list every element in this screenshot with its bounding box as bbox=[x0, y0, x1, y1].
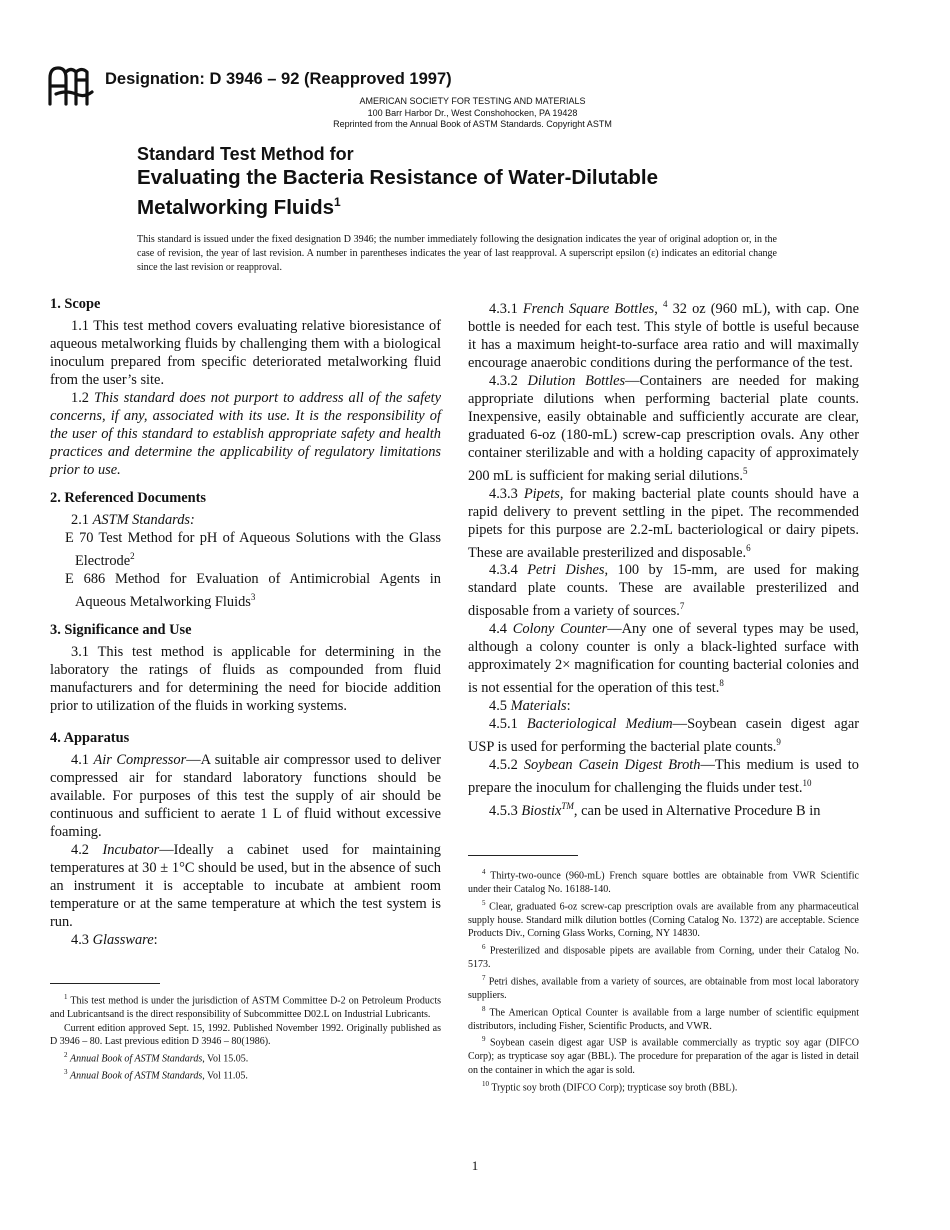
para-text: : bbox=[566, 697, 571, 714]
footnote-mark: 3 bbox=[250, 591, 256, 602]
footnote-4 bbox=[468, 866, 859, 897]
footnote-mark: 10 bbox=[802, 777, 812, 788]
footnote-3 bbox=[50, 1066, 441, 1083]
para-text: —A suitable air compressor used to deliver compressed air for standard laboratory functions should be available. For purposes of this test the supply of air should be continuous and sufficient to aerate 1 L of fluid without excessive foaming. bbox=[50, 751, 441, 840]
para-term: Air Compressor bbox=[93, 751, 187, 768]
paragraph-4-5-1 bbox=[468, 715, 859, 756]
footnote-text: Clear, graduated 6-oz screw-cap prescription ovals are available from any pharmaceutical supply house. Standard milk dilution bottles (Corning Catalog No. 1372) are acceptable. Science Products Div., Corning Glass Works, Corning, NY 14830. bbox=[468, 901, 860, 940]
page-number: 1 bbox=[471, 1158, 479, 1173]
para-text: This standard does not purport to address all of the safety concerns, if any, associated with its use. It is the responsibility of the user of this standard to establish appropriate safety and health practices and determine the applicability of regulatory limitations prior to use. bbox=[50, 390, 441, 478]
footnote-mark: 8 bbox=[719, 678, 724, 689]
footnote-mark: 6 bbox=[482, 943, 486, 952]
para-term: Dilution Bottles bbox=[527, 372, 626, 389]
footnote-mark: 7 bbox=[679, 601, 685, 612]
title-line-1: Standard Test Method for bbox=[137, 144, 354, 164]
trademark-mark: TM bbox=[561, 800, 574, 811]
section-heading-references: 2. Referenced Documents bbox=[50, 490, 206, 506]
para-text: —This medium is used to prepare the inoculum for challenging the fluids under test. bbox=[468, 756, 859, 796]
footnote-mark: 8 bbox=[482, 1004, 486, 1013]
left-column bbox=[50, 295, 441, 949]
para-term: Biostix bbox=[521, 802, 562, 819]
para-term: Bacteriological Medium bbox=[526, 715, 673, 732]
footnote-text: The American Optical Counter is available from a large number of scientific equipment distributors, including Fisher, Scientific Products, and VWR. bbox=[468, 1006, 859, 1032]
reference-e70 bbox=[50, 529, 441, 570]
para-term: Incubator bbox=[102, 841, 160, 858]
footnote-text: Soybean casein digest agar USP is available commercially as tryptic soy agar (DIFCO Corp); as trypticase soy agar (BBL). The procedure for preparation of the agar is listed in detail on the container in which the agar is sold. bbox=[468, 1037, 860, 1077]
standard-notice: This standard is issued under the fixed designation D 3946; the number immediately following the designation indicates the year of original adoption or, in the case of revision, the year of last revision. A number in parentheses indicates the year of last reapproval. A superscript epsilon (ε) indicates an editorial change since the last revision or reapproval. bbox=[137, 234, 777, 273]
para-text: , 100 by 15-mm, are used for making standard plate counts. These are available presterilized and disposable from a variety of sources. bbox=[468, 562, 859, 620]
paragraph-3-1: 3.1 This test method is applicable for determining in the laboratory the ratings of fluids as compounded from fluid manufacturers and for determining the need for biocide addition prior to utilization of the fluids in working systems. bbox=[50, 643, 441, 714]
section-heading-scope: 1. Scope bbox=[50, 296, 101, 312]
para-term: Colony Counter bbox=[512, 621, 608, 638]
footnote-1-b: Current edition approved Sept. 15, 1992. Published November 1992. Originally published as D 3946 – 80. Last previous edition D 3946 – 80(1986). bbox=[50, 1022, 441, 1048]
footnote-text: Presterilized and disposable pipets are available from Corning, under their Catalog No. 5173. bbox=[468, 945, 859, 971]
footnote-text: Thirty-two-ounce (960-mL) French square bottles are obtainable from VWR Scientific under their Catalog No. 16188-140. bbox=[468, 870, 859, 896]
footnote-text: , Vol 15.05. bbox=[202, 1053, 249, 1065]
paragraph-4-3-3 bbox=[468, 485, 859, 562]
paragraph-4-3-2 bbox=[468, 372, 859, 485]
para-text: ASTM Standards: bbox=[92, 512, 195, 528]
footnote-mark: 4 bbox=[663, 299, 668, 309]
para-num: 4.3.2 bbox=[489, 372, 528, 389]
footnote-6 bbox=[468, 941, 859, 972]
footnote-2 bbox=[50, 1049, 441, 1066]
para-num: 4.3.4 bbox=[489, 562, 528, 579]
para-num: 4.5.1 bbox=[489, 715, 527, 732]
para-text: —Ideally a cabinet used for maintaining temperatures at 30 ± 1°C should be used, but in the absence of such an instrument it is acceptable to incubate at ambient room temperature or at the same temperature at which the test system is run. bbox=[50, 841, 441, 930]
footnote-rule-right bbox=[468, 855, 578, 856]
footnote-mark: 3 bbox=[64, 1068, 68, 1077]
org-name: AMERICAN SOCIETY FOR TESTING AND MATERIALS bbox=[359, 96, 586, 106]
footnote-rule-left bbox=[50, 983, 160, 984]
ref-text: E 686 Method for Evaluation of Antimicrobial Agents in Aqueous Metalworking Fluids bbox=[65, 570, 441, 610]
para-term: Materials bbox=[510, 697, 567, 714]
section-heading-significance: 3. Significance and Use bbox=[50, 621, 192, 638]
footnote-text: Petri dishes, available from a variety of sources, are obtainable from most local laboratory suppliers. bbox=[468, 976, 859, 1001]
footnote-mark: 1 bbox=[64, 993, 68, 1001]
title-block bbox=[137, 143, 837, 220]
footnote-7 bbox=[468, 972, 859, 1003]
para-text: —Any one of several types may be used, although a colony counter is only a black-lighted surface with approximately 2× magnification for counting bacterial colonies and is not essential for the operation of this test. bbox=[468, 621, 859, 696]
paragraph-4-3 bbox=[50, 931, 441, 949]
reprint-notice: Reprinted from the Annual Book of ASTM Standards. Copyright ASTM bbox=[333, 119, 612, 129]
paragraph-4-4 bbox=[468, 620, 859, 697]
para-term: Petri Dishes bbox=[527, 562, 605, 579]
footnotes-left bbox=[50, 991, 441, 1083]
paragraph-4-5 bbox=[468, 697, 859, 715]
footnote-mark: 6 bbox=[746, 542, 751, 553]
title-line-2: Evaluating the Bacteria Resistance of Water-Dilutable bbox=[137, 166, 658, 189]
para-text: , bbox=[654, 300, 663, 317]
footnote-mark: 2 bbox=[130, 551, 135, 561]
footnote-mark: 7 bbox=[482, 973, 486, 982]
title-footnote-mark: 1 bbox=[334, 195, 341, 209]
paragraph-4-5-2 bbox=[468, 756, 859, 797]
footnote-text: Tryptic soy broth (DIFCO Corp); trypticase soy broth (BBL). bbox=[491, 1082, 738, 1094]
reference-e686 bbox=[50, 570, 441, 611]
para-num: 4.1 bbox=[71, 751, 94, 768]
footnotes-right bbox=[468, 866, 859, 1095]
org-address: 100 Barr Harbor Dr., West Conshohocken, PA 19428 bbox=[367, 107, 578, 118]
footnote-9 bbox=[468, 1033, 859, 1077]
footnote-10 bbox=[468, 1078, 859, 1095]
para-term: French Square Bottles bbox=[522, 300, 655, 317]
para-num: 4.3.3 bbox=[489, 485, 524, 502]
paragraph-1-1: 1.1 This test method covers evaluating relative bioresistance of aqueous metalworking fluids by challenging them with a biological inoculum prepared from specific deteriorated metalworking fluid from the user’s site. bbox=[50, 318, 441, 388]
footnote-5 bbox=[468, 897, 859, 941]
para-text: 32 oz (960 mL), with cap. One bottle is needed for each test. This style of bottle is useful because it has a maximum height-to-surface area ratio and will maximally encourage anaerobic conditions during the performance of the test. bbox=[468, 300, 859, 371]
paragraph-4-3-1 bbox=[468, 295, 859, 372]
para-text: , for making bacterial plate counts should have a rapid delivery to prevent settling in the pipet. The recommended pipets for this purpose are 2.2-mL bacteriological or dairy pipets. These are available presterilized and disposable. bbox=[468, 485, 859, 561]
footnote-1 bbox=[50, 991, 441, 1022]
footnote-mark: 9 bbox=[776, 736, 781, 747]
footnote-text: Annual Book of ASTM Standards bbox=[70, 1053, 203, 1065]
footnote-text: This test method is under the jurisdiction of ASTM Committee D-2 on Petroleum Products and Lubricantsand is the direct responsibility of Subcommittee D02.L on Industrial Lubricants. bbox=[50, 995, 441, 1021]
paragraph-4-3-4 bbox=[468, 561, 859, 620]
footnote-text: Annual Book of ASTM Standards bbox=[70, 1070, 203, 1082]
paragraph-1-2 bbox=[50, 389, 441, 479]
designation: Designation: D 3946 – 92 (Reapproved 1997) bbox=[105, 70, 452, 88]
footnote-mark: 4 bbox=[482, 868, 486, 876]
para-text: —Soybean casein digest agar USP is used for performing the bacterial plate counts. bbox=[468, 715, 859, 755]
footnote-mark: 5 bbox=[742, 465, 748, 476]
paragraph-4-2 bbox=[50, 841, 441, 931]
para-num: 4.4 bbox=[489, 621, 513, 638]
footnote-8 bbox=[468, 1003, 859, 1034]
para-term: Pipets bbox=[523, 485, 560, 502]
para-text: —Containers are needed for making appropriate dilutions when performing bacterial plate counts. Inexpensive, easily obtainable and sufficiently accurate are clear, graduated 6-oz (180-mL) screw-cap prescription ovals. Any other container sterilizable and with a holding capacity of approximately 200 mL is sufficient for making serial dilutions. bbox=[468, 372, 859, 484]
para-num: 1.2 bbox=[71, 390, 94, 406]
para-text: , can be used in Alternative Procedure B in bbox=[573, 802, 821, 819]
paragraph-2-1 bbox=[50, 511, 441, 529]
right-column bbox=[468, 295, 859, 819]
footnote-mark: 9 bbox=[482, 1035, 486, 1044]
ref-text: E 70 Test Method for pH of Aqueous Solutions with the Glass Electrode bbox=[65, 530, 441, 569]
footnote-mark: 10 bbox=[482, 1079, 489, 1088]
para-term: Soybean Casein Digest Broth bbox=[523, 756, 701, 773]
title-line-3 bbox=[137, 190, 837, 220]
paragraph-4-1 bbox=[50, 751, 441, 841]
footnote-mark: 2 bbox=[64, 1051, 68, 1060]
footnote-mark: 5 bbox=[482, 898, 486, 907]
para-text: : bbox=[153, 931, 158, 948]
paragraph-4-5-3 bbox=[468, 797, 859, 820]
para-num: 4.2 bbox=[71, 841, 103, 858]
para-num: 4.5.2 bbox=[489, 756, 524, 773]
footnote-text: , Vol 11.05. bbox=[202, 1070, 248, 1082]
title-line-3-text: Metalworking Fluids bbox=[137, 195, 335, 219]
para-term: Glassware bbox=[92, 931, 154, 948]
para-num: 4.3 bbox=[71, 931, 93, 948]
para-num: 4.5.3 bbox=[489, 802, 522, 819]
para-num: 2.1 bbox=[71, 512, 93, 528]
section-heading-apparatus: 4. Apparatus bbox=[50, 729, 130, 746]
para-num: 4.5 bbox=[489, 697, 511, 714]
para-num: 4.3.1 bbox=[489, 300, 523, 317]
